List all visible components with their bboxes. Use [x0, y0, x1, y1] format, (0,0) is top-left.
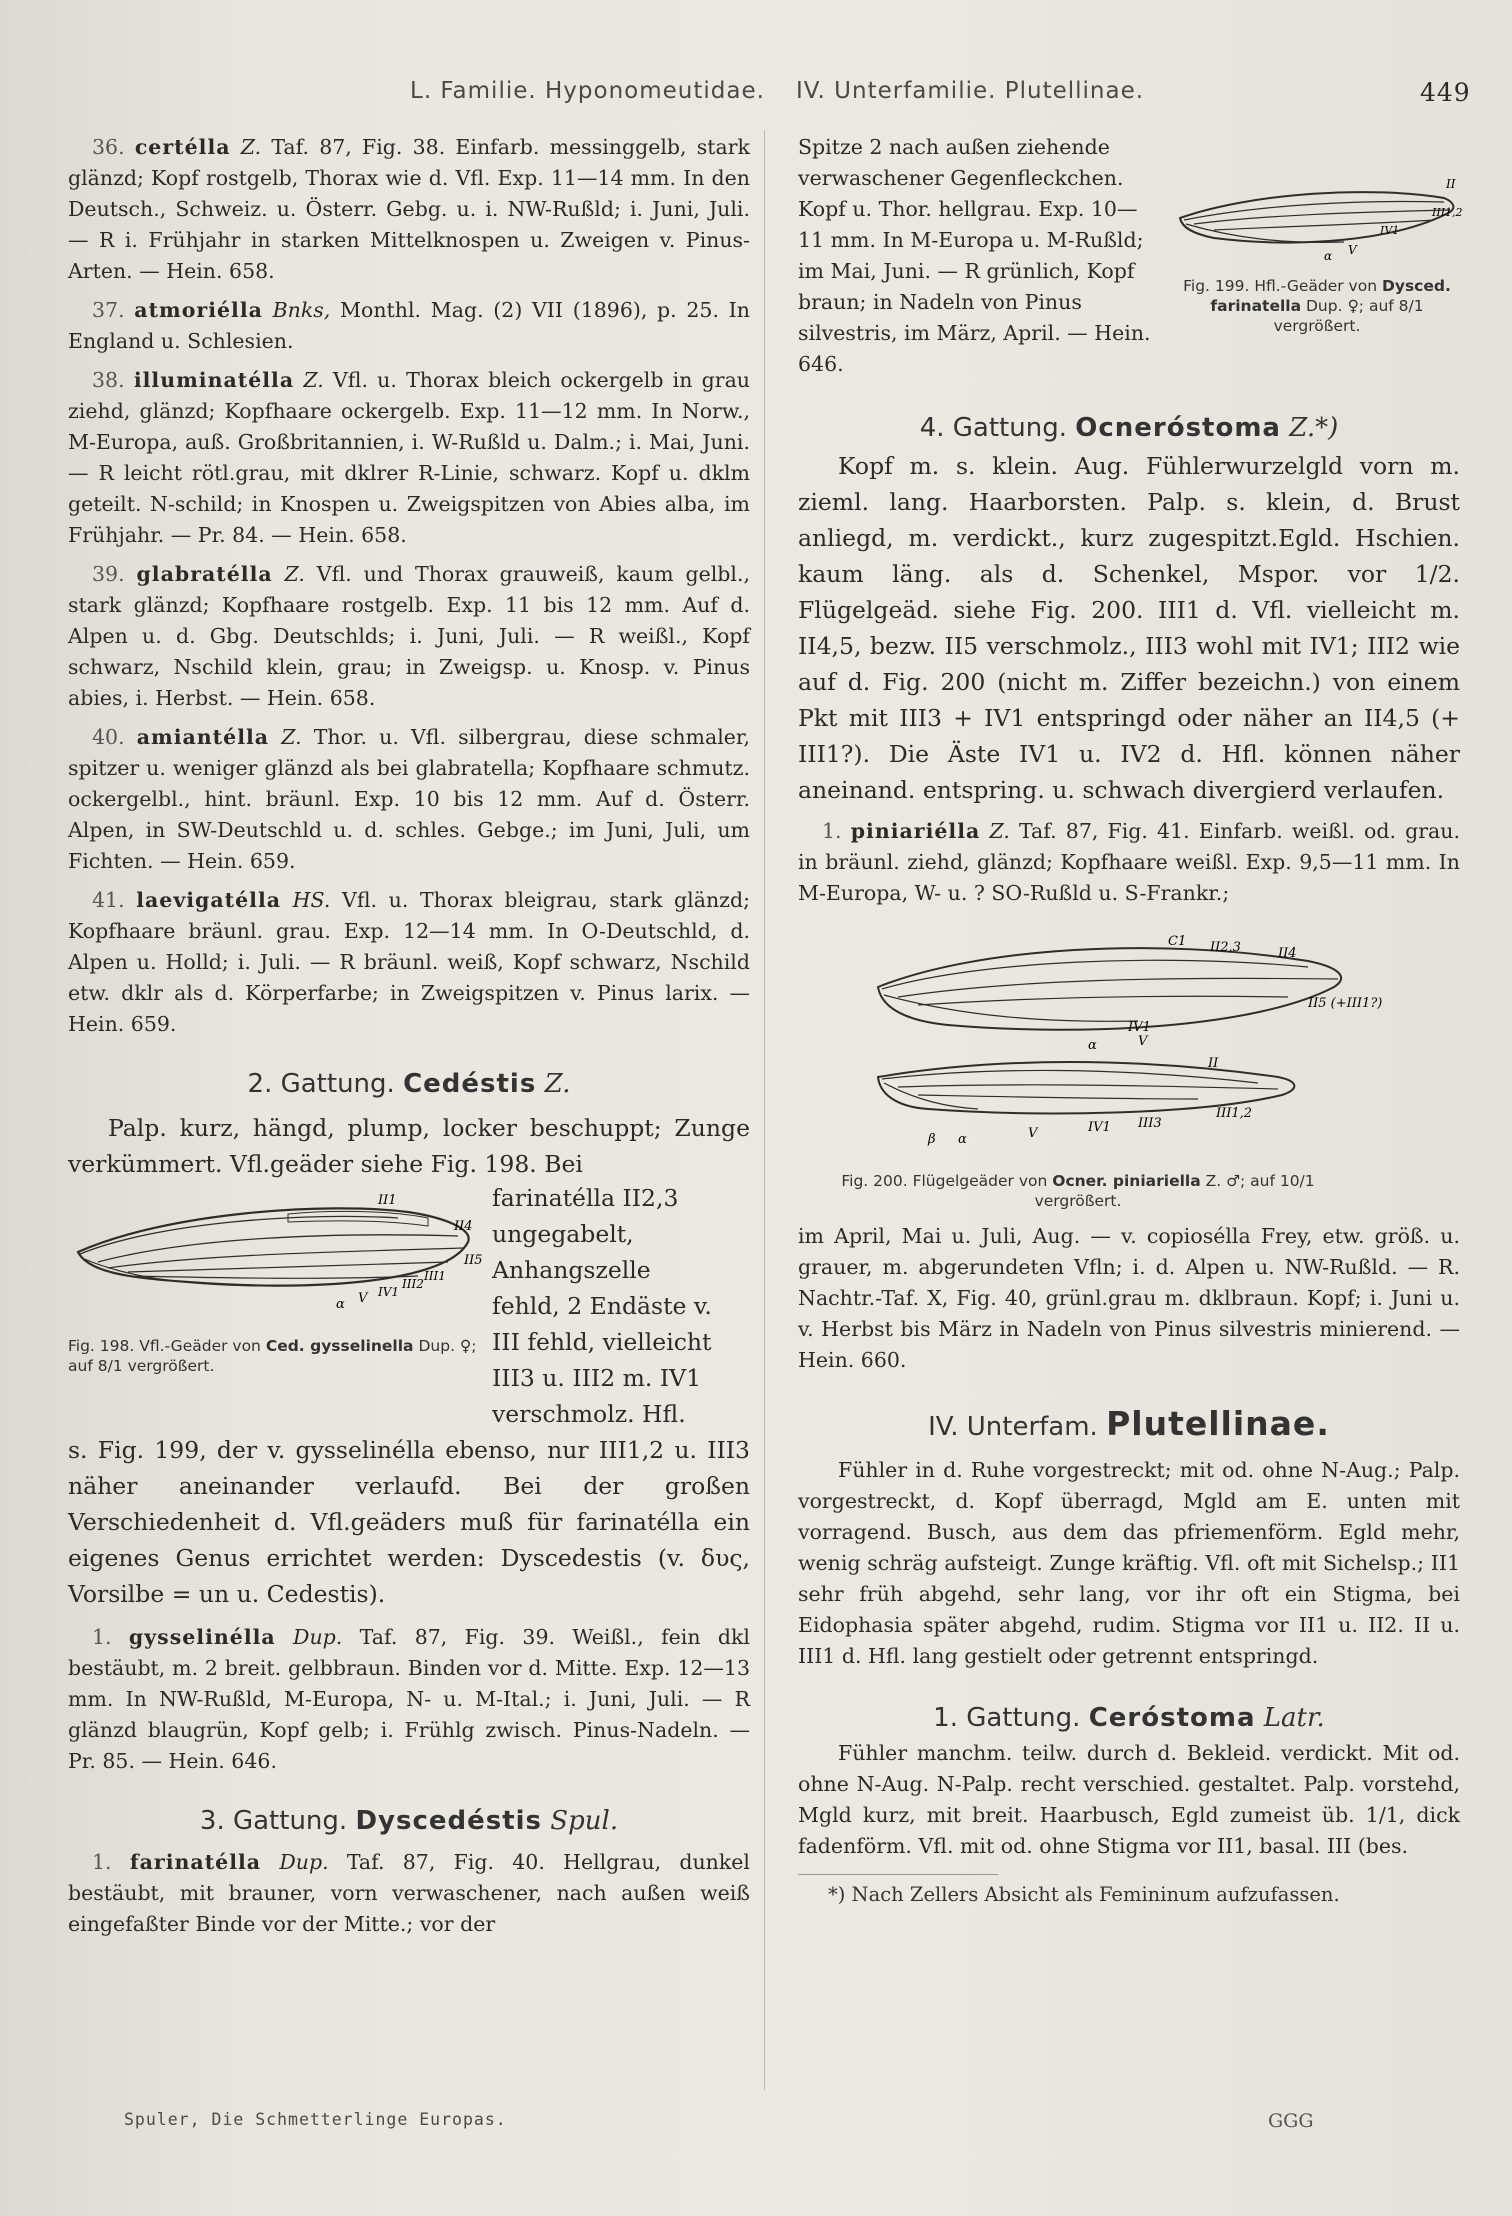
- caption-text: Fig. 200. Flügelgeäder von: [841, 1172, 1048, 1190]
- entry-number: 1.: [822, 819, 842, 843]
- left-column: [68, 132, 750, 1948]
- genus-description: Palp. kurz, hängd, plump, locker beschuppt; Zunge verkümmert. Vfl.geäder siehe Fig. 198. Bei: [68, 1114, 750, 1178]
- caption-species: Ocner. piniariella: [1052, 1172, 1201, 1190]
- figure-label: α: [1088, 1038, 1097, 1053]
- figure-label: V: [1348, 243, 1357, 257]
- book-footer: Spuler, Die Schmetterlinge Europas.: [124, 2110, 507, 2129]
- entry-text: Taf. 87, Fig. 40. Hellgrau, dunkel bestäubt, mit brauner, vorn verwaschener, nach außen weiß eingefaßter Binde vor der Mitte.; vor der: [68, 1850, 750, 1936]
- figure-label: III1,2: [1432, 206, 1463, 219]
- species-name: amiantélla: [136, 725, 270, 749]
- figure-label: V: [1028, 1126, 1038, 1141]
- genus-author: Latr.: [1263, 1703, 1325, 1733]
- entry-number: 38.: [92, 368, 125, 392]
- species-author: Z.: [240, 135, 262, 159]
- figure-label: II5: [464, 1253, 483, 1268]
- figure-label: V: [358, 1291, 368, 1306]
- species-name: glabratélla: [136, 562, 273, 586]
- figure-label: II5 (+III1?): [1308, 996, 1383, 1011]
- species-entry-40: [68, 722, 750, 877]
- genus-name: Ocneróstoma: [1075, 413, 1281, 443]
- genus-heading-cerostoma: [798, 1698, 1460, 1738]
- figure-label: α: [958, 1132, 967, 1147]
- caption-text: Dup. ♀; auf 8/1 vergrößert.: [1273, 297, 1424, 335]
- entry-number: 1.: [92, 1850, 112, 1874]
- figure-198: [68, 1182, 483, 1432]
- caption-text: Fig. 199. Hfl.-Geäder von: [1183, 277, 1378, 295]
- entry-number: 36.: [92, 135, 125, 159]
- species-name: gysselinélla: [128, 1625, 276, 1649]
- species-name: atmoriélla: [134, 298, 263, 322]
- entry-text: Monthl. Mag. (2) VII (1896), p. 25. In England u. Schlesien.: [68, 298, 750, 353]
- genus-number: 4. Gattung.: [919, 413, 1067, 443]
- wing-venation-diagram: [1174, 172, 1463, 272]
- signature-mark: GGG: [1268, 2110, 1314, 2132]
- species-author: Z.: [303, 368, 324, 392]
- species-name: certélla: [134, 135, 231, 159]
- genus-description: Kopf m. s. klein. Aug. Fühlerwurzelgld vorn m. zieml. lang. Haarborsten. Palp. s. klein, d. Brust anliegd, m. verdickt., kurz zugespitzt.Egld. Hschien. kaum läng. als d. Schenkel, Mspor. vor 1/2. Flügelgeäd. siehe Fig. 200. III1 d. Vfl. vielleicht m. II4,5, bezw. II5 verschmolz., III3 wohl mit IV1; III2 wie auf d. Fig. 200 (nicht m. Ziffer bezeichn.) von einem Pkt mit III3 + IV1 entspringd oder näher an II4,5 (+ III1?). Die Äste IV1 u. IV2 d. Hfl. können näher aneinand. entspring. u. schwach divergierd verlaufen.: [798, 452, 1460, 804]
- species-entry-37: [68, 295, 750, 357]
- figure-label: IV1: [1128, 1020, 1151, 1035]
- figure-label: II: [1446, 177, 1456, 191]
- figure-label: IV1: [1088, 1120, 1111, 1135]
- genus-description-side: farinatélla II2,3 ungegabelt, Anhangszelle fehld, 2 Endäste v. III fehld, vielleicht III3 u. III2 m. IV1 verschmolz. Hfl.: [492, 1184, 712, 1428]
- genus-author: Z.*): [1289, 413, 1339, 443]
- figure-200: [838, 917, 1460, 1211]
- genus-description: Fühler manchm. teilw. durch d. Bekleid. verdickt. Mit od. ohne N-Aug. N-Palp. recht verschied. gestaltet. Palp. vorstehd, Mgld kurz, mit breit. Haarbusch, Egld zumeist üb. 1/1, dick fadenförm. Vfl. mit od. ohne Stigma vor II1, basal. III (bes.: [798, 1741, 1460, 1858]
- genus-name: Cedéstis: [403, 1069, 537, 1099]
- figure-label: β: [928, 1132, 936, 1147]
- species-author: Z.: [281, 725, 302, 749]
- species-name: piniariélla: [850, 819, 981, 843]
- figure-label: III1,2: [1216, 1106, 1253, 1121]
- entry-number: 41.: [92, 888, 125, 912]
- figure-label: II1: [378, 1193, 397, 1208]
- entry-text: Vfl. und Thorax grauweiß, kaum gelbl., stark glänzd; Kopfhaare rostgelb. Exp. 11 bis 12 mm. Auf d. Alpen u. d. Gbg. Deutschlds; i. Juni, Juli. — R weißl., Kopf schwarz, Nschild klein, grau; in Zweigsp. u. Knosp. v. Pinus abies, i. Herbst. — Hein. 658.: [68, 562, 750, 710]
- caption-species: Dysced. farinatella: [1210, 277, 1451, 315]
- species-author: Bnks,: [272, 298, 331, 322]
- species-entry-piniariella-cont: im April, Mai u. Juli, Aug. — v. copiosélla Frey, etw. größ. u. grauer, m. abgerundeten Vfln; i. d. Alpen u. NW-Rußld. — R. Nachtr.-Taf. X, Fig. 40, grünl.grau m. dklbraun. Kopf; i. Juni u. v. Herbst bis März in Nadeln von Pinus silvestris minierend. — Hein. 660.: [798, 1224, 1460, 1372]
- species-entry-41: [68, 885, 750, 1040]
- genus-author: Spul.: [550, 1806, 619, 1836]
- species-entry-39: [68, 559, 750, 714]
- species-name: illuminatélla: [133, 368, 295, 392]
- figure-label: IV1: [378, 1285, 400, 1299]
- running-header: [0, 78, 1512, 118]
- figure-label: II4: [1278, 946, 1297, 961]
- entry-text: Taf. 87, Fig. 39. Weißl., fein dkl bestäubt, m. 2 breit. gelbbraun. Binden vor d. Mitte. Exp. 12—13 mm. In NW-Rußld, M-Europa, N- u. M-Ital.; i. Juni, Juli. — R glänzd blaugrün, Kopf gelb; i. Frühlg zwisch. Pinus-Nadeln. — Pr. 85. — Hein. 646.: [68, 1625, 750, 1773]
- header-left: L. Familie. Hyponomeutidae.: [410, 78, 765, 104]
- genus-description-cont: s. Fig. 199, der v. gysselinélla ebenso, nur III1,2 u. III3 näher aneinander verlaufd. Bei der großen Verschiedenheit d. Vfl.geäders muß für farinatélla ein eigenes Genus errichtet werden: Dyscedestis (v. δυς, Vorsilbe = un u. Cedestis).: [68, 1436, 750, 1608]
- column-divider: [764, 130, 765, 2090]
- figure-label: III3: [1138, 1116, 1162, 1131]
- entry-text: Taf. 87, Fig. 41. Einfarb. weißl. od. grau. in bräunl. ziehd, glänzd; Kopfhaare weißl. Exp. 9,5—11 mm. In M-Europa, W- u. ? SO-Rußld u. S-Frankr.;: [798, 819, 1460, 905]
- genus-number: 1. Gattung.: [933, 1703, 1081, 1733]
- footnote-rule: [798, 1874, 998, 1875]
- figure-199: [1174, 172, 1463, 380]
- species-author: Z.: [284, 562, 305, 586]
- subfamily-description: Fühler in d. Ruhe vorgestreckt; mit od. ohne N-Aug.; Palp. vorgestreckt, d. Kopf überragd, Mgld am E. unten mit vorragend. Busch, aus dem das pfriemenförm. Egld mehr, wenig schräg aufsteigt. Zunge kräftig. Vfl. oft mit Sichelsp.; II1 sehr früh abgehd, sehr lang, vor ihr oft ein Stigma, bei Eidophasia später abgehd, rudim. Stigma vor II1 u. II2. II u. III1 d. Hfl. lang gestielt oder getrennt entspringd.: [798, 1458, 1460, 1668]
- page-number: 449: [1420, 78, 1471, 107]
- genus-heading-ocnerostoma: [798, 408, 1460, 448]
- genus-heading-cedestis: [68, 1064, 750, 1104]
- genus-name: Dyscedéstis: [355, 1806, 543, 1836]
- entry-number: 40.: [92, 725, 125, 749]
- species-author: Dup.: [293, 1625, 343, 1649]
- species-entry-gysselinella: [68, 1622, 750, 1777]
- entry-number: 39.: [92, 562, 125, 586]
- genus-name: Ceróstoma: [1088, 1703, 1256, 1733]
- subfamily-heading: [798, 1402, 1460, 1449]
- species-author: HS.: [292, 888, 331, 912]
- subfamily-name: Plutellinae.: [1106, 1404, 1330, 1443]
- figure-label: IV1: [1380, 224, 1400, 237]
- genus-author: Z.: [544, 1069, 571, 1099]
- genus-heading-dyscedestis: [68, 1801, 750, 1841]
- figure-label: C1: [1168, 934, 1187, 949]
- figure-label: II: [1208, 1056, 1219, 1071]
- species-name: farinatélla: [129, 1850, 262, 1874]
- figure-199-block: [798, 132, 1463, 380]
- entry-text: Taf. 87, Fig. 38. Einfarb. messinggelb, stark glänzd; Kopf rostgelb, Thorax wie d. Vfl. Exp. 11—14 mm. In den Deutsch., Schweiz. u. Österr. Gebg. u. i. NW-Rußld; i. Juni, Juli. — R i. Frühjahr in starken Mittelknospen u. Zweigen v. Pinus-Arten. — Hein. 658.: [68, 135, 750, 283]
- genus-number: 3. Gattung.: [199, 1806, 348, 1836]
- entry-number: 37.: [92, 298, 125, 322]
- entry-text: Vfl. u. Thorax bleigrau, stark glänzd; Kopfhaare bräunl. grau. Exp. 12—14 mm. In O-Deutschld, d. Alpen u. Holld; i. Juli. — R bräunl. weiß, Kopf schwarz, Nschild etw. dklr als d. Körperfarbe; in Zweigspitzen v. Pinus larix. — Hein. 659.: [68, 888, 750, 1036]
- entry-text: Thor. u. Vfl. silbergrau, diese schmaler, spitzer u. weniger glänzd als bei glabratella; Kopfhaare schmutz. ockergelbl., hint. bräunl. Exp. 10 bis 12 mm. Auf d. Österr. Alpen, in SW-Deutschld u. d. schles. Gebge.; im Juni, Juli, um Fichten. — Hein. 659.: [68, 725, 750, 873]
- species-author: Dup.: [279, 1850, 329, 1874]
- subfamily-label: IV. Unterfam.: [928, 1412, 1098, 1442]
- caption-species: Ced. gysselinella: [265, 1337, 414, 1355]
- species-entry-farinatella-cont: Spitze 2 nach außen ziehende verwaschener Gegenfleckchen. Kopf u. Thor. hellgrau. Exp. 10—11 mm. In M-Europa u. M-Rußld; im Mai, Juni. — R grünlich, Kopf braun; in Nadeln von Pinus silvestris, im März, April. — Hein. 646.: [798, 135, 1151, 376]
- figure-label: III1: [424, 1269, 446, 1283]
- right-column: [798, 132, 1463, 1909]
- caption-text: Fig. 198. Vfl.-Geäder von: [68, 1337, 261, 1355]
- figure-label: V: [1138, 1034, 1148, 1049]
- figure-200-caption: [798, 1171, 1358, 1211]
- wing-venation-diagram: [838, 917, 1398, 1167]
- figure-198-caption: [68, 1336, 478, 1376]
- figure-label: III2: [402, 1277, 424, 1291]
- footnote: *) Nach Zellers Absicht als Femininum aufzufassen.: [828, 1883, 1340, 1906]
- species-name: laevigatélla: [136, 888, 282, 912]
- figure-198-block: [68, 1182, 750, 1432]
- species-entry-36: [68, 132, 750, 287]
- header-right: IV. Unterfamilie. Plutellinae.: [796, 78, 1145, 104]
- wing-venation-diagram: [68, 1182, 483, 1332]
- entry-number: 1.: [92, 1625, 112, 1649]
- species-entry-piniariella: [798, 816, 1460, 909]
- figure-label: II2,3: [1210, 940, 1241, 955]
- figure-199-caption: [1174, 276, 1460, 336]
- species-entry-38: [68, 365, 750, 551]
- species-author: Z.: [989, 819, 1010, 843]
- figure-label: α: [1324, 249, 1333, 263]
- caption-text: Z. ♂; auf 10/1 vergrößert.: [1034, 1172, 1315, 1210]
- figure-label: II4: [454, 1219, 473, 1234]
- figure-label: α: [336, 1297, 345, 1312]
- species-entry-farinatella: [68, 1847, 750, 1940]
- caption-text: Dup. ♀; auf 8/1 vergrößert.: [68, 1337, 477, 1375]
- entry-text: Vfl. u. Thorax bleich ockergelb in grau ziehd, glänzd; Kopfhaare ockergelb. Exp. 11—12 mm. In Norw., M-Europa, auß. Großbritannien, i. W-Rußld u. Dalm.; i. Mai, Juni. — R leicht rötl.grau, mit dklrer R-Linie, schwarz. Kopf u. dklm geteilt. N-schild; in Knospen u. Zweigspitzen von Abies alba, im Frühjahr. — Pr. 84. — Hein. 658.: [68, 368, 750, 547]
- genus-number: 2. Gattung.: [247, 1069, 395, 1099]
